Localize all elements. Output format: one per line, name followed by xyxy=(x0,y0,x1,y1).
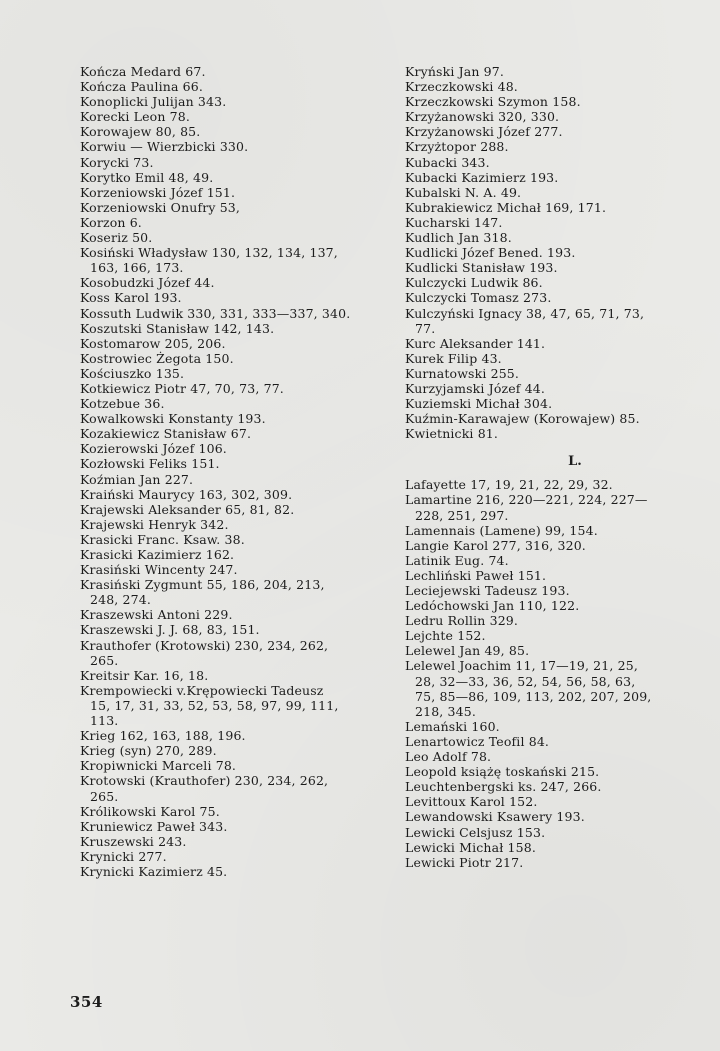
index-entry: Kulczyński Ignacy 38, 47, 65, 71, 73, xyxy=(405,305,645,321)
index-entry: Kończa Medard 67. xyxy=(80,64,206,79)
index-entry-continuation: 15, 17, 31, 33, 52, 53, 58, 97, 99, 111, xyxy=(90,697,339,713)
index-entry: Lewandowski Ksawery 193. xyxy=(405,809,585,825)
index-entry: Kotkiewicz Piotr 47, 70, 73, 77. xyxy=(80,380,284,396)
index-entry: Krasicki Kazimierz 162. xyxy=(80,547,235,562)
index-entry: Korwiu — Wierzbicki 330. xyxy=(80,139,249,155)
index-entry: Lechliński Paweł 151. xyxy=(405,567,547,583)
index-entry-continuation: 77. xyxy=(415,320,436,336)
index-entry: Krasiński Zygmunt 55, 186, 204, 213, xyxy=(80,577,325,593)
index-entry: Kruniewicz Paweł 343. xyxy=(80,818,228,834)
index-entry: Kucharski 147. xyxy=(405,214,503,230)
index-entry: Krzyżanowski Józef 277. xyxy=(405,124,563,140)
index-entry: Korowajew 80, 85. xyxy=(80,124,201,140)
index-entry: Kruszewski 243. xyxy=(80,833,187,849)
index-entries-k-continued xyxy=(405,64,705,441)
index-entry: Krzyżtopor 288. xyxy=(405,139,509,155)
index-entry: Latinik Eug. 74. xyxy=(405,552,509,568)
index-entry-continuation: 218, 345. xyxy=(415,703,476,719)
index-entry: Kossuth Ludwik 330, 331, 333—337, 340. xyxy=(80,305,351,321)
index-entry: Lelewel Joachim 11, 17—19, 21, 25, xyxy=(405,658,638,674)
index-entry: Kowalkowski Konstanty 193. xyxy=(80,411,266,427)
index-entry: Lewicki Celsjusz 153. xyxy=(405,824,546,840)
index-entry: Lemański 160. xyxy=(405,718,500,734)
index-entry: Koszutski Stanisław 142, 143. xyxy=(80,320,275,336)
index-entry: Kosobudzki Józef 44. xyxy=(80,275,215,291)
index-entry: Kotzebue 36. xyxy=(80,396,165,412)
page-number: 354 xyxy=(70,993,103,1011)
index-entries-l xyxy=(405,477,705,869)
index-entry: Krempowiecki v.Krępowiecki Tadeusz xyxy=(80,682,324,698)
index-entry: Krynicki Kazimierz 45. xyxy=(80,863,228,879)
index-entry: Leciejewski Tadeusz 193. xyxy=(405,583,570,598)
index-entry: Koss Karol 193. xyxy=(80,290,182,306)
index-entry: Kudlicki Stanisław 193. xyxy=(405,260,558,276)
index-entry: Konoplicki Julijan 343. xyxy=(80,94,227,110)
index-entry: Lewicki Michał 158. xyxy=(405,839,536,855)
index-entry: Langie Karol 277, 316, 320. xyxy=(405,537,586,553)
index-entry: Leuchtenbergski ks. 247, 266. xyxy=(405,779,602,795)
index-entry-continuation: 163, 166, 173. xyxy=(90,260,184,276)
index-entry: Lewicki Piotr 217. xyxy=(405,854,524,870)
index-entry: Krasicki Franc. Ksaw. 38. xyxy=(80,531,245,547)
index-entry-continuation: 28, 32—33, 36, 52, 54, 56, 58, 63, xyxy=(415,673,636,689)
section-letter-heading: L. xyxy=(568,454,582,470)
index-entry: Krasiński Wincenty 247. xyxy=(80,562,238,578)
index-entry: Kurnatowski 255. xyxy=(405,365,520,381)
index-entry: Krzeczkowski 48. xyxy=(405,79,518,95)
index-entry: Kropiwnicki Marceli 78. xyxy=(80,758,237,774)
index-entry-continuation: 75, 85—86, 109, 113, 202, 207, 209, xyxy=(415,688,652,704)
index-entry: Kościuszko 135. xyxy=(80,365,185,381)
index-entry: Kubalski N. A. 49. xyxy=(405,184,522,200)
index-entry-continuation: 265. xyxy=(90,788,119,804)
index-entry: Krzyżanowski 320, 330. xyxy=(405,109,560,125)
index-entry: Kurzyjamski Józef 44. xyxy=(405,380,546,396)
index-entry: Krauthofer (Krotowski) 230, 234, 262, xyxy=(80,637,329,653)
index-entry: Leo Adolf 78. xyxy=(405,749,492,765)
index-entry: Krieg 162, 163, 188, 196. xyxy=(80,728,246,744)
index-entry: Krieg (syn) 270, 289. xyxy=(80,743,217,759)
index-entry: Krynicki 277. xyxy=(80,848,167,864)
index-entry-continuation: 228, 251, 297. xyxy=(415,507,509,523)
index-entry: Królikowski Karol 75. xyxy=(80,803,220,819)
index-entry: Kubacki 343. xyxy=(405,154,490,170)
index-entry: Kudlicki Józef Bened. 193. xyxy=(405,245,576,261)
index-entry: Lamennais (Lamene) 99, 154. xyxy=(405,522,598,538)
index-entry: Korzeniowski Józef 151. xyxy=(80,184,236,200)
index-entry: Korzeniowski Onufry 53, xyxy=(80,199,241,215)
index-entry: Krajewski Henryk 342. xyxy=(80,516,229,532)
index-entry: Kozierowski Józef 106. xyxy=(80,441,227,457)
index-entry: Levittoux Karol 152. xyxy=(405,794,538,810)
index-entry: Kubacki Kazimierz 193. xyxy=(405,169,559,185)
index-entry: Koźmian Jan 227. xyxy=(80,471,194,487)
index-entry-continuation: 113. xyxy=(90,713,119,729)
index-entry: Kostomarow 205, 206. xyxy=(80,335,226,351)
index-entry: Kwietnicki 81. xyxy=(405,426,499,442)
index-entry: Leopold książę toskański 215. xyxy=(405,764,600,780)
index-entry: Kończa Paulina 66. xyxy=(80,79,203,95)
index-entry: Kulczycki Tomasz 273. xyxy=(405,290,552,306)
index-entry: Lenartowicz Teofil 84. xyxy=(405,733,550,749)
index-entry: Krzeczkowski Szymon 158. xyxy=(405,94,581,110)
index-entry: Lamartine 216, 220—221, 224, 227— xyxy=(405,492,648,508)
index-entry: Kozłowski Feliks 151. xyxy=(80,456,220,472)
index-entry: Ledru Rollin 329. xyxy=(405,613,519,629)
index-entry: Kuźmin-Karawajew (Korowajew) 85. xyxy=(405,411,640,427)
index-entry: Korycki 73. xyxy=(80,154,154,170)
index-entry-continuation: 265. xyxy=(90,652,119,668)
index-entry: Korzon 6. xyxy=(80,214,142,230)
index-entry: Krajewski Aleksander 65, 81, 82. xyxy=(80,501,295,517)
index-entry: Kraszewski J. J. 68, 83, 151. xyxy=(80,622,260,638)
index-entry: Kurek Filip 43. xyxy=(405,350,502,366)
index-entry: Ledóchowski Jan 110, 122. xyxy=(405,598,580,614)
index-entry: Kubrakiewicz Michał 169, 171. xyxy=(405,199,607,215)
index-column-right xyxy=(405,64,705,870)
index-entry: Lejchte 152. xyxy=(405,628,486,644)
index-entry: Kozakiewicz Stanisław 67. xyxy=(80,426,252,442)
index-entry: Krotowski (Krauthofer) 230, 234, 262, xyxy=(80,773,329,789)
index-entry: Kryński Jan 97. xyxy=(405,64,505,79)
index-entry: Koseriz 50. xyxy=(80,230,153,246)
index-entry: Kuziemski Michał 304. xyxy=(405,396,553,412)
index-entry: Korecki Leon 78. xyxy=(80,109,190,125)
index-entry: Kostrowiec Żegota 150. xyxy=(80,350,234,366)
index-entry: Kreitsir Kar. 16, 18. xyxy=(80,667,209,683)
index-entry: Kosiński Władysław 130, 132, 134, 137, xyxy=(80,245,338,261)
index-entry: Lafayette 17, 19, 21, 22, 29, 32. xyxy=(405,477,613,493)
index-entry-continuation: 248, 274. xyxy=(90,592,151,608)
index-entry: Kurc Aleksander 141. xyxy=(405,335,546,351)
index-entry: Lelewel Jan 49, 85. xyxy=(405,643,530,659)
index-entry: Kraszewski Antoni 229. xyxy=(80,607,233,623)
index-entry: Kraiński Maurycy 163, 302, 309. xyxy=(80,486,293,502)
index-entry: Korytko Emil 48, 49. xyxy=(80,169,214,185)
index-entry: Kudlich Jan 318. xyxy=(405,230,512,246)
index-entry: Kulczycki Ludwik 86. xyxy=(405,275,543,291)
index-column-left xyxy=(80,64,380,879)
